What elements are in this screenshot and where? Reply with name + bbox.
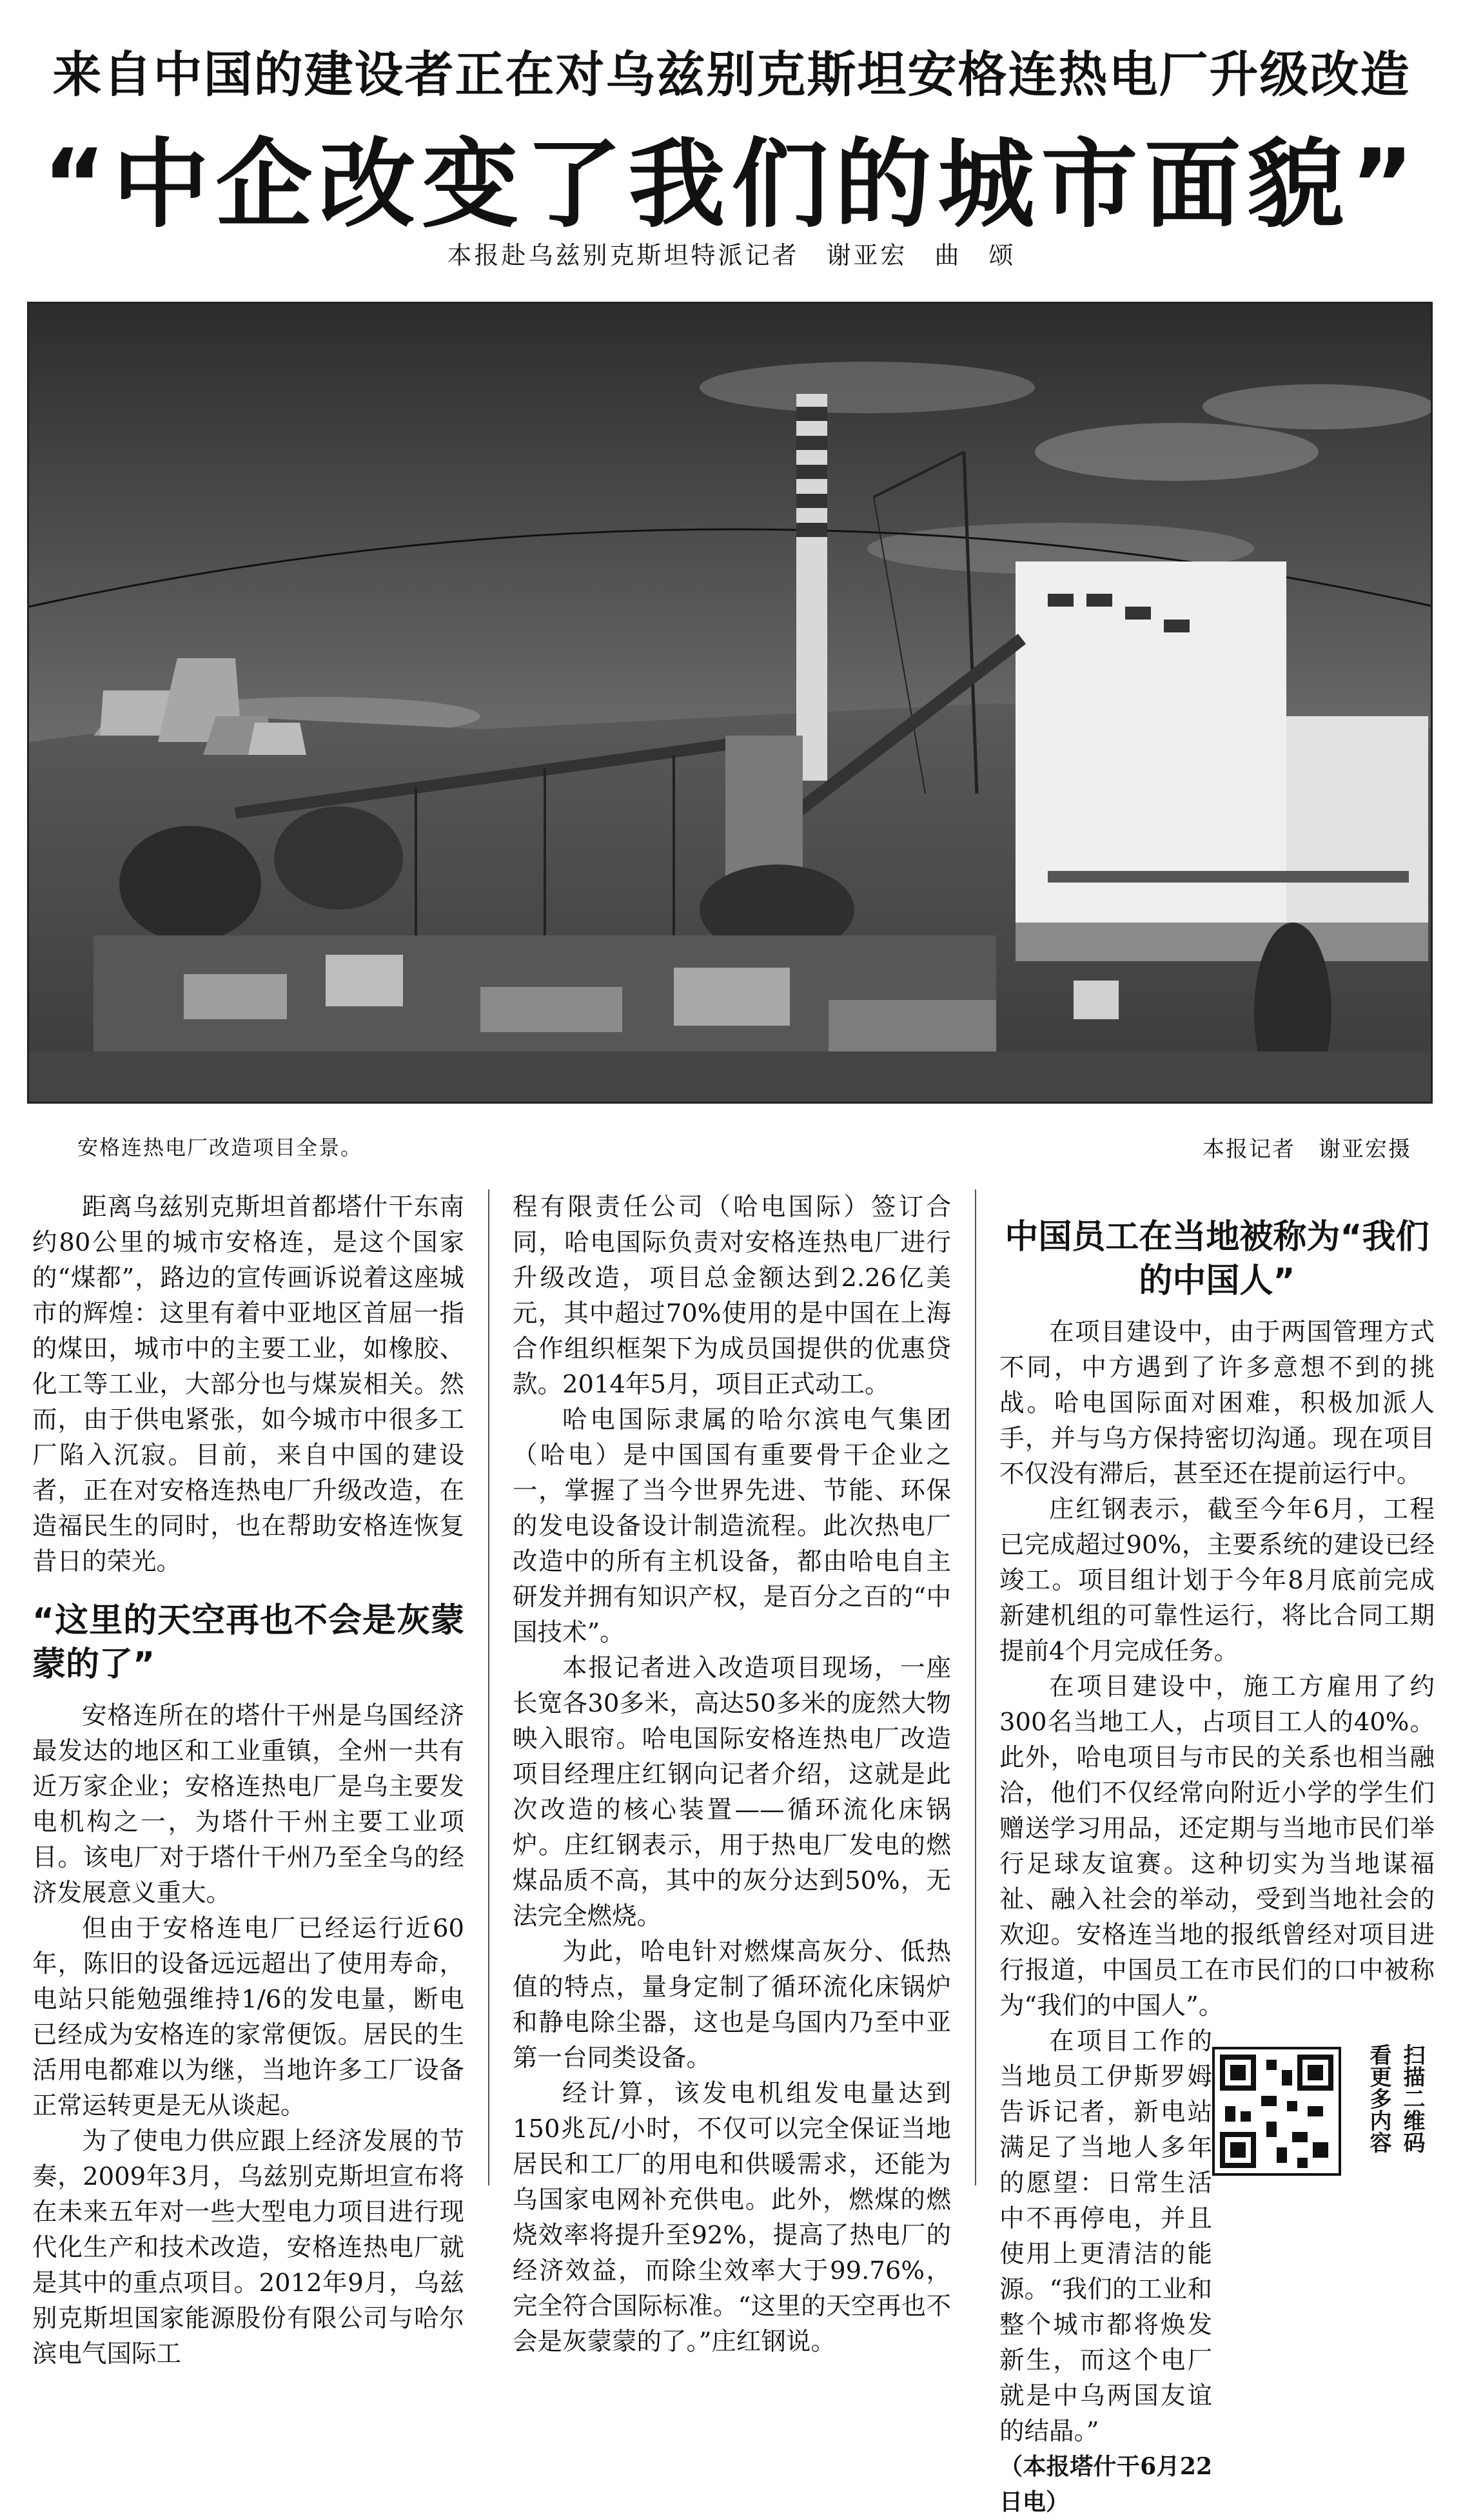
column-divider — [488, 1189, 489, 2185]
paragraph: 为此，哈电针对燃煤高灰分、低热值的特点，量身定制了循环流化床锅炉和静电除尘器，这也是乌国内乃至中亚第一台同类设备。 — [513, 1937, 951, 2073]
article-headline: “中企改变了我们的城市面貌” — [42, 129, 1421, 241]
section-subhead: 中国员工在当地被称为“我们的中国人” — [1005, 1218, 1429, 1300]
paragraph: 为了使电力供应跟上经济发展的节奏，2009年3月，乌兹别克斯坦宣布将在未来五年对一些大型电力项目进行现代化生产和技术改造，安格连热电厂就是其中的重点项目。2012年9月，乌兹别克斯坦国家能源股份有限公司与哈尔滨电气国际工 — [32, 2127, 464, 2369]
qr-label: 扫描二维码 — [1399, 2044, 1425, 2153]
paragraph: 庄红钢表示，截至今年6月，工程已完成超过90%，主要系统的建设已经竣工。项目组计划于今年8月底前完成新建机组的可靠性运行，将比合同工期提前4个月完成任务。 — [999, 1495, 1435, 1666]
column-1 — [32, 1189, 464, 2372]
paragraph: 本报记者进入改造项目现场，一座长宽各30多米，高达50多米的庞然大物映入眼帘。哈电国际安格连热电厂改造项目经理庄红钢向记者介绍，这就是此次改造的核心装置——循环流化床锅炉。庄红钢表示，用于热电厂发电的燃煤品质不高，其中的灰分达到50%，无法完全燃烧。 — [513, 1654, 951, 1931]
paragraph: 但由于安格连电厂已经运行近60年，陈旧的设备远远超出了使用寿命，电站只能勉强维持1/6的发电量，断电已经成为安格连的家常便饭。居民的生活用电都难以为继，当地许多工厂设备正常运转更是无从谈起。 — [32, 1914, 464, 2120]
photo-credit: 本报记者 谢亚宏摄 — [1203, 1137, 1411, 1162]
paragraph: 哈电国际隶属的哈尔滨电气集团（哈电）是中国国有重要骨干企业之一，掌握了当今世界先进、节能、环保的发电设备设计制造流程。此次热电厂改造中的所有主机设备，都由哈电自主研发并拥有知识产权，是百分之百的“中国技术”。 — [513, 1405, 951, 1647]
paragraph: 在项目工作的当地员工伊斯罗姆告诉记者，新电站满足了当地人多年的愿望：日常生活中不再停电，并且使用上更清洁的能源。“我们的工业和整个城市都将焕发新生，而这个电厂就是中乌两国友谊的结晶。” — [999, 2027, 1212, 2446]
paragraph: 程有限责任公司（哈电国际）签订合同，哈电国际负责对安格连热电厂进行升级改造，项目总金额达到2.26亿美元，其中超过70%使用的是中国在上海合作组织框架下为成员国提供的优惠贷款。2014年5月，项目正式动工。 — [513, 1193, 951, 1399]
qr-code[interactable] — [1212, 2047, 1341, 2176]
paragraph: 在项目建设中，施工方雇用了约300名当地工人，占项目工人的40%。此外，哈电项目与市民的关系也相当融洽，他们不仅经常向附近小学的学生们赠送学习用品，还定期与当地市民们举行足球友谊赛。这种切实为当地谋福祉、融入社会的举动，受到当地社会的欢迎。安格连当地的报纸曾经对项目进行报道，中国员工在市民们的口中被称为“我们的中国人”。 — [999, 1672, 1435, 2020]
dateline: （本报塔什干6月22日电） — [999, 2453, 1212, 2515]
article-kicker: 来自中国的建设者正在对乌兹别克斯坦安格连热电厂升级改造 — [52, 46, 1411, 103]
paragraph: 在项目建设中，由于两国管理方式不同，中方遇到了许多意想不到的挑战。哈电国际面对困难，积极加派人手，并与乌方保持密切沟通。现在项目不仅没有滞后，甚至还在提前运行中。 — [999, 1318, 1435, 1489]
power-plant-photo — [27, 302, 1433, 1104]
paragraph: 经计算，该发电机组发电量达到150兆瓦/小时，不仅可以完全保证当地居民和工厂的用电和供暖需求，还能为乌国家电网补充供电。此外，燃煤的燃烧效率将提升至92%，提高了热电厂的经济效益，而除尘效率大于99.76%，完全符合国际标准。“这里的天空再也不会是灰蒙蒙的了。”庄红钢说。 — [513, 2079, 951, 2356]
paragraph: 距离乌兹别克斯坦首都塔什干东南约80公里的城市安格连，是这个国家的“煤都”，路边的宣传画诉说着这座城市的辉煌：这里有着中亚地区首屈一指的煤田，城市中的主要工业，如橡胶、化工等工业，大部分也与煤炭相关。然而，由于供电紧张，如今城市中很多工厂陷入沉寂。目前，来自中国的建设者，正在对安格连热电厂升级改造，在造福民生的同时，也在帮助安格连恢复昔日的荣光。 — [32, 1193, 464, 1576]
section-subhead: “这里的天空再也不会是灰蒙蒙的了” — [32, 1601, 464, 1684]
column-2 — [513, 1189, 951, 2359]
article-byline: 本报赴乌兹别克斯坦特派记者 谢亚宏 曲 颂 — [447, 241, 1016, 269]
photo-caption: 安格连热电厂改造项目全景。 — [77, 1135, 363, 1160]
column-divider — [975, 1189, 976, 2185]
qr-label: 看更多内容 — [1366, 2044, 1391, 2153]
column-3 — [999, 1189, 1435, 2520]
paragraph: 安格连所在的塔什干州是乌国经济最发达的地区和工业重镇，全州一共有近万家企业；安格连热电厂是乌主要发电机构之一，为塔什干州主要工业项目。该电厂对于塔什干州乃至全乌的经济发展意义重大。 — [32, 1701, 464, 1908]
